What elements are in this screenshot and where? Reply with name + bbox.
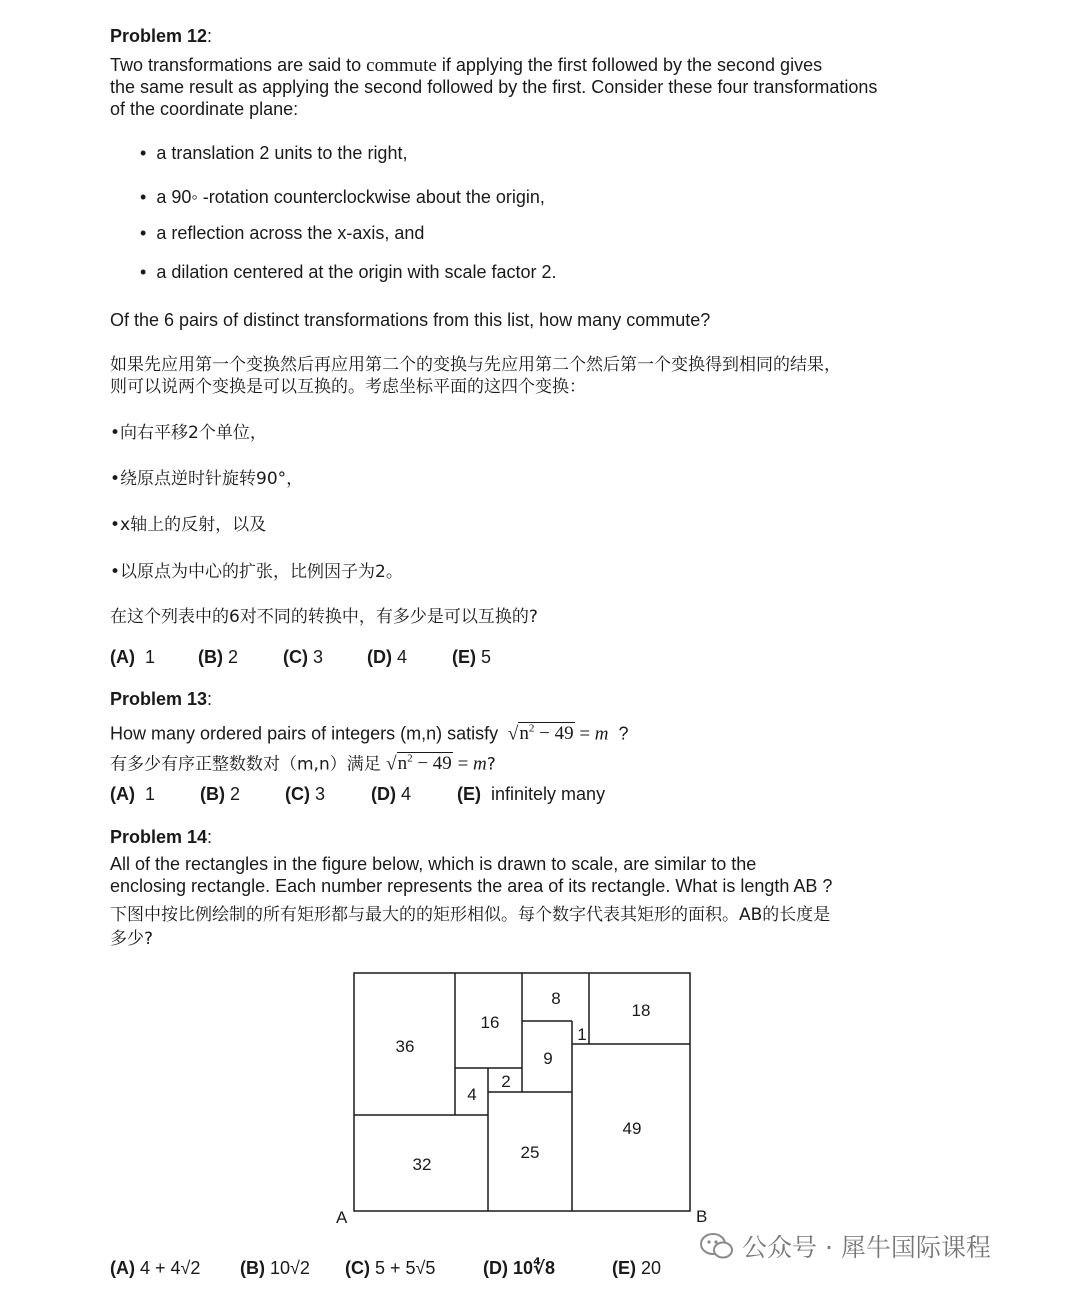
watermark: 公众号 · 犀牛国际课程	[700, 1228, 991, 1264]
problem-12-zh-question: 在这个列表中的6对不同的转换中，有多少是可以互换的?	[110, 607, 538, 627]
problem-12-option-b[interactable]: (B) 2	[198, 647, 239, 667]
problem-14-text-line-1: All of the rectangles in the figure below, which is drawn to scale, are similar to the	[110, 854, 757, 874]
problem-13-option-d[interactable]: (D) 4	[371, 784, 412, 804]
zh-bullet-reflection: •x轴上的反射，以及	[110, 515, 267, 535]
problem-14-option-c[interactable]: (C) 5 + 5√5	[345, 1258, 436, 1278]
area-label: 49	[622, 1119, 642, 1138]
problem-12-option-a[interactable]: (A) 1	[110, 647, 156, 667]
area-label: 8	[551, 989, 561, 1008]
problem-12-intro-line-2: the same result as applying the second followed by the first. Consider these four transformations	[110, 77, 878, 97]
problem-12-zh-line-1: 如果先应用第一个变换然后再应用第二个的变换与先应用第二个然后第一个变换得到相同的结果，	[110, 355, 841, 375]
problem-14-zh-line-2: 多少?	[110, 929, 154, 949]
zh-bullet-rotation: •绕原点逆时针旋转90°，	[110, 469, 304, 489]
problem-13-question-zh: 有多少有序正整数数对（m,n）满足 $√n^2 - 49 = m$?	[110, 753, 496, 775]
problem-12-option-d[interactable]: (D) 4	[367, 647, 408, 667]
area-label: 9	[543, 1049, 553, 1068]
problem-14-text-line-2: enclosing rectangle. Each number represents the area of its rectangle. What is length AB ?	[110, 876, 833, 896]
radical-equation: $√n^2 - 49 = m$	[503, 723, 609, 745]
problem-14-zh-line-1: 下图中按比例绘制的所有矩形都与最大的的矩形相似。每个数字代表其矩形的面积。AB的长度是	[110, 905, 831, 925]
problem-13-option-c[interactable]: (C) 3	[285, 784, 326, 804]
problem-12-question: Of the 6 pairs of distinct transformations from this list, how many commute?	[110, 310, 711, 330]
problem-14-option-e[interactable]: (E) 20	[612, 1258, 662, 1278]
problem-13-option-b[interactable]: (B) 2	[200, 784, 241, 804]
radical-equation-zh: $√n^2 - 49 = m$	[386, 753, 487, 775]
problem-13-option-a[interactable]: (A) 1	[110, 784, 156, 804]
problem-14-option-b[interactable]: (B) 10√2	[240, 1258, 310, 1278]
commute-term: commute	[366, 55, 437, 76]
zh-bullet-translation: •向右平移2个单位，	[110, 423, 267, 443]
problem-13-title: Problem 13:	[110, 689, 213, 709]
area-label: 32	[412, 1155, 432, 1174]
rectangles-figure	[330, 960, 720, 1230]
problem-13-question-en: How many ordered pairs of integers (m,n) satisfy $√n^2 - 49 = m$ ?	[110, 723, 629, 745]
problem-12-title: Problem 12:	[110, 26, 213, 46]
bullet-reflection: • a reflection across the x-axis, and	[140, 223, 425, 243]
area-label: 18	[631, 1001, 651, 1020]
problem-12-zh-line-2: 则可以说两个变换是可以互换的。考虑坐标平面的这四个变换：	[110, 377, 586, 397]
problem-12-intro-line-3: of the coordinate plane:	[110, 99, 299, 119]
bullet-rotation: • a 90◦ -rotation counterclockwise about the origin,	[140, 187, 545, 207]
problem-12-option-e[interactable]: (E) 5	[452, 647, 492, 667]
area-label: 36	[395, 1037, 415, 1056]
area-label: 25	[520, 1143, 540, 1162]
problem-12-intro-line-1: Two transformations are said to commute if applying the first followed by the second gives	[110, 55, 823, 76]
problem-12-option-c[interactable]: (C) 3	[283, 647, 324, 667]
bullet-dilation: • a dilation centered at the origin with scale factor 2.	[140, 262, 557, 282]
area-label: 4	[467, 1085, 477, 1104]
point-label-b: B	[696, 1207, 708, 1226]
zh-bullet-dilation: •以原点为中心的扩张，比例因子为2。	[110, 562, 403, 582]
area-label: 16	[480, 1013, 500, 1032]
problem-13-option-e[interactable]: (E) infinitely many	[457, 784, 606, 804]
problem-14-option-d[interactable]: (D) 10∜8	[483, 1258, 556, 1278]
area-label: 1	[577, 1025, 587, 1044]
point-label-a: A	[336, 1208, 348, 1227]
area-label: 2	[501, 1072, 511, 1091]
problem-14-option-a[interactable]: (A) 4 + 4√2	[110, 1258, 201, 1278]
wechat-icon	[700, 1232, 734, 1260]
bullet-translation: • a translation 2 units to the right,	[140, 143, 408, 163]
problem-14-title: Problem 14:	[110, 827, 213, 847]
